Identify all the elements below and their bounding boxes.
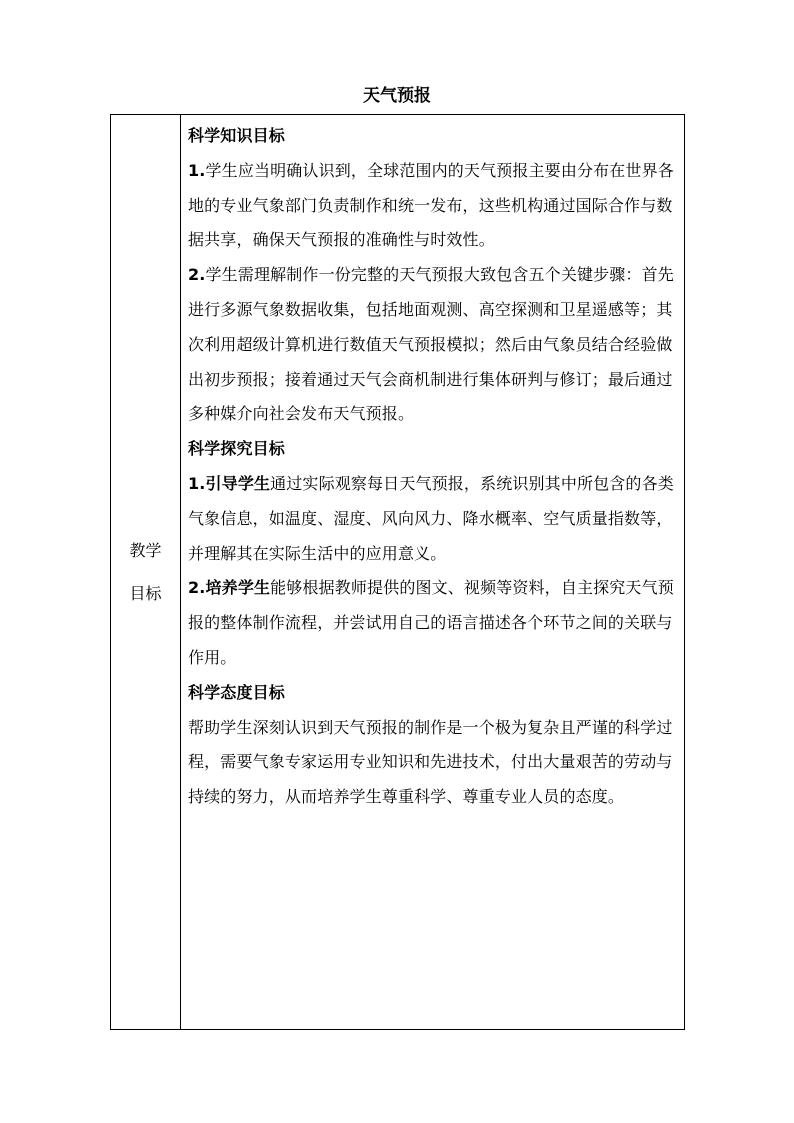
objective-item bbox=[188, 571, 678, 675]
item-text: 通过实际观察每日天气预报，系统识别其中所包含的各类气象信息，如温度、湿度、风向风力、降水概率、空气质量指数等，并理解其在实际生活中的应用意义。 bbox=[188, 473, 674, 563]
section-attitude-objectives bbox=[188, 676, 678, 815]
item-number: 1. bbox=[188, 160, 206, 180]
item-bold-lead: 引导学生 bbox=[205, 473, 271, 493]
objective-item bbox=[188, 711, 678, 815]
objective-item bbox=[188, 154, 678, 258]
item-bold-lead: 培养学生 bbox=[205, 578, 271, 598]
item-text: 帮助学生深刻认识到天气预报的制作是一个极为复杂且严谨的科学过程，需要气象专家运用专业知识和先进技术，付出大量艰苦的劳动与持续的努力，从而培养学生尊重科学、尊重专业人员的态度。 bbox=[188, 717, 673, 807]
row-label-line: 目标 bbox=[129, 584, 162, 603]
item-text: 学生需理解制作一份完整的天气预报大致包含五个关键步骤：首先进行多源气象数据收集，包括地面观测、高空探测和卫星遥感等；其次利用超级计算机进行数值天气预报模拟；然后由气象员结合经验做出初步预报；接着通过天气会商机制进行集体研判与修订；最后通过多种媒介向社会发布天气预报。 bbox=[188, 265, 674, 424]
table-row bbox=[111, 115, 685, 1030]
item-number: 1. bbox=[188, 473, 206, 493]
item-number: 2. bbox=[188, 265, 206, 285]
teaching-objectives-table bbox=[110, 114, 685, 1030]
objective-item bbox=[188, 258, 678, 432]
section-heading: 科学探究目标 bbox=[188, 439, 285, 459]
section-heading: 科学知识目标 bbox=[188, 126, 285, 145]
item-text: 能够根据教师提供的图文、视频等资料，自主探究天气预报的整体制作流程，并尝试用自己的语言描述各个环节之间的关联与作用。 bbox=[188, 578, 674, 667]
row-label-cell bbox=[111, 115, 181, 1030]
item-text: 学生应当明确认识到，全球范围内的天气预报主要由分布在世界各地的专业气象部门负责制作和统一发布，这些机构通过国际合作与数据共享，确保天气预报的准确性与时效性。 bbox=[188, 160, 674, 250]
item-number: 2. bbox=[188, 578, 206, 598]
objectives-content-cell bbox=[181, 115, 685, 1030]
row-label-line: 教学 bbox=[129, 541, 162, 560]
section-heading: 科学态度目标 bbox=[188, 682, 285, 702]
section-knowledge-objectives bbox=[188, 119, 678, 432]
objective-item bbox=[188, 467, 678, 571]
section-inquiry-objectives bbox=[188, 432, 678, 676]
document-title: 天气预报 bbox=[363, 86, 431, 106]
